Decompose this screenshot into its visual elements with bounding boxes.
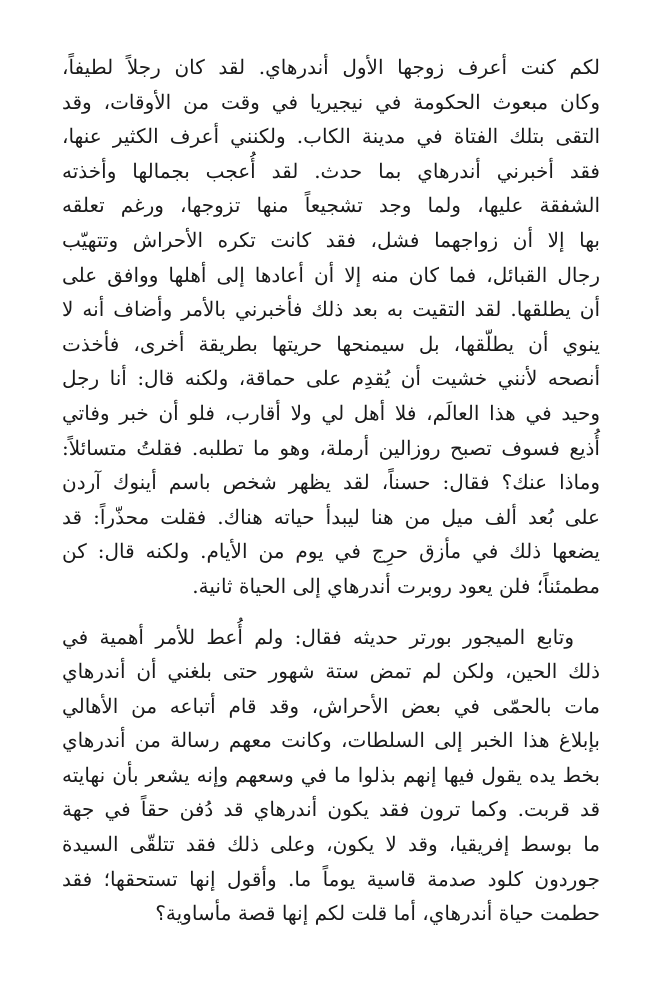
text-line: الشفقة عليها، ولما وجد تشجيعاً منها تزوجها، ورغم تعلقه: [62, 193, 600, 218]
text-line: قد قربت. وكما ترون فقد يكون أندرهاي قد دُفن حقاً في جهة: [62, 797, 600, 822]
book-page: [62, 50, 600, 931]
text-line: بإبلاغ هذا الخبر إلى السلطات، وكانت معهم رسالة من أندرهاي: [62, 728, 600, 753]
paragraph-2: [62, 620, 600, 931]
text-line: يضعها ذلك في مأزق حرِج في يوم من الأيام. ولكنه قال: كن: [62, 539, 600, 564]
text-line: لكم كنت أعرف زوجها الأول أندرهاي. لقد كان رجلاً لطيفاً،: [62, 55, 600, 79]
text-line: على بُعد ألف ميل من هنا ليبدأ حياته هناك. فقلت محذّراً: قد: [62, 504, 600, 529]
text-line: وكان مبعوث الحكومة في نيجيريا في وقت من الأوقات، وقد: [62, 89, 600, 114]
text-line: بها إلا أن زواجهما فشل، فقد كانت تكره الأحراش وتتهيّب: [62, 227, 600, 252]
text-line: ذلك الحين، ولكن لم تمض ستة شهور حتى بلغني أن أندرهاي: [62, 659, 600, 684]
text-line: أُذيع فسوف تصبح روزالين أرملة، وهو ما تطلبه. فقلتُ متسائلاً:: [62, 435, 600, 460]
text-line: ينوي أن يطلّقها، بل سيمنحها حريتها بطريقة أخرى، فأخذت: [62, 331, 600, 356]
paragraph-1: [62, 50, 600, 604]
text-line: رجال القبائل، فما كان منه إلا أن أعادها إلى أهلها ووافق على: [62, 262, 600, 287]
text-line: بخط يده يقول فيها إنهم بذلوا ما في وسعهم وإنه يشعر بأن نهايته: [62, 762, 600, 787]
text-line: وحيد في هذا العالَم، فلا أهل لي ولا أقارب، فلو أن خبر وفاتي: [62, 400, 600, 425]
text-line: ما بوسط إفريقيا، وقد لا يكون، وعلى ذلك فقد تتلقّى السيدة: [62, 832, 600, 857]
text-line: أن يطلقها. لقد التقيت به بعد ذلك فأخبرني بالأمر وأضاف أنه لا: [62, 297, 600, 322]
text-line: مات بالحمّى في بعض الأحراش، وقد قام أتباعه من الأهالي: [62, 693, 600, 718]
text-line: أنصحه لأنني خشيت أن يُقدِم على حماقة، ولكنه قال: أنا رجل: [62, 366, 600, 391]
paragraph-spacer: [62, 604, 600, 620]
text-line: وماذا عنك؟ فقال: حسناً، لقد يظهر شخص باسم أينوك آردن: [62, 470, 601, 495]
text-line: فقد أخبرني أندرهاي بما حدث. لقد أُعجب بجمالها وأخذته: [62, 158, 600, 183]
text-line: التقى بتلك الفتاة في مدينة الكاب. ولكنني أعرف الكثير عنها،: [62, 124, 600, 149]
text-line: جوردون كلود صدمة قاسية يوماً ما. وأقول إنها تستحقها؛ فقد: [62, 866, 600, 891]
text-line: وتابع الميجور بورتر حديثه فقال: ولم أُعط للأمر أهمية في: [62, 624, 574, 649]
text-line: حطمت حياة أندرهاي، أما قلت لكم إنها قصة مأساوية؟: [155, 901, 600, 926]
text-line: مطمئناً؛ فلن يعود روبرت أندرهاي إلى الحياة ثانية.: [192, 573, 600, 598]
